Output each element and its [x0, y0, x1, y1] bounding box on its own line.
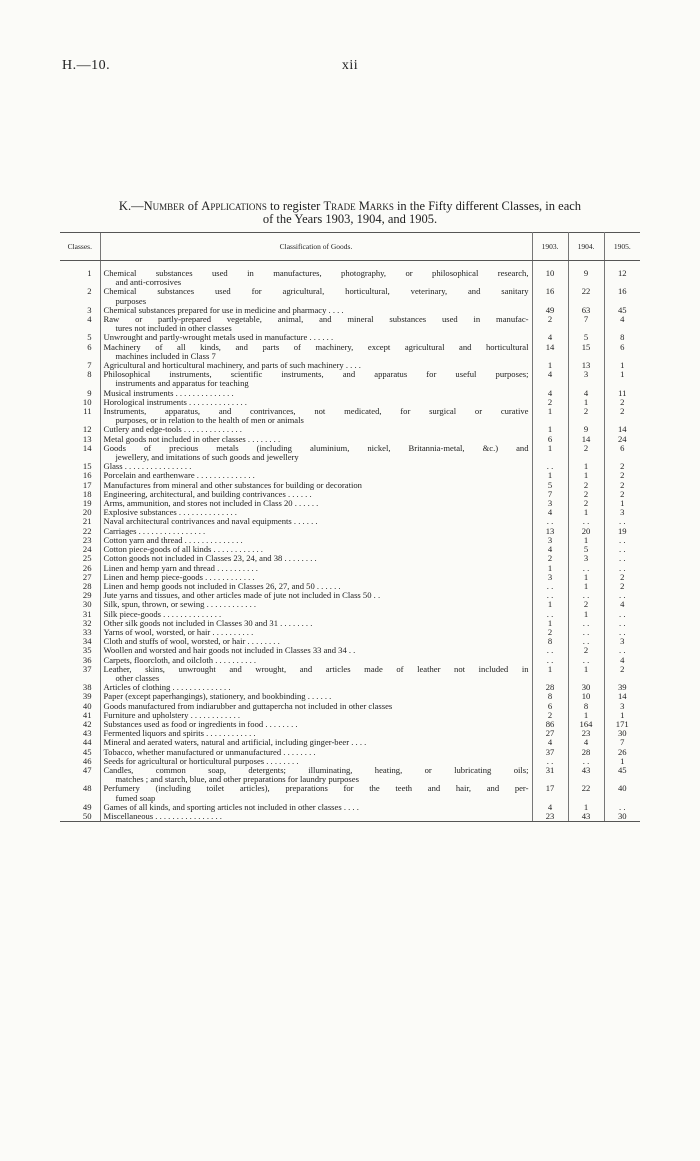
count-1903: 4: [532, 738, 568, 747]
count-1904: 14: [568, 435, 604, 444]
count-1903: 4: [532, 389, 568, 398]
goods-classification: [100, 343, 532, 361]
count-1905: . .: [619, 534, 626, 545]
class-number: 39: [82, 691, 92, 702]
goods-description: Cotton goods not included in Classes 23, 24, and 38 . . . . . . . .: [103, 553, 317, 564]
count-1903: 2: [532, 628, 568, 637]
count-1905: 45: [617, 304, 627, 315]
count-1904: 3: [568, 370, 604, 388]
goods-classification: [100, 444, 532, 462]
class-number: 32: [82, 617, 92, 628]
goods-description: Leather, skins, unwrought and wrought, and articles made of leather not included in: [103, 663, 529, 674]
table-title-line-2: of the Years 1903, 1904, and 1905.: [262, 212, 438, 226]
count-1904: 164: [568, 720, 604, 729]
goods-description: Perfumery (including toilet articles), preparations for the teeth and hair, and per-: [103, 783, 529, 794]
count-1905: . .: [619, 617, 626, 628]
count-1904: 5: [568, 545, 604, 554]
goods-description-continued: matches ; and starch, blue, and other preparations for laundry purposes: [115, 774, 359, 785]
trade-marks-table: [60, 232, 640, 822]
goods-description: Horological instruments . . . . . . . . . . . . . .: [103, 396, 247, 407]
count-1905: 3: [620, 507, 625, 518]
count-1903: 5: [532, 481, 568, 490]
count-1905: 2: [620, 470, 625, 481]
goods-description: Explosive substances . . . . . . . . . . . . . .: [103, 507, 237, 518]
class-number: 21: [82, 516, 92, 527]
count-1903: . .: [532, 517, 568, 526]
count-1905: . .: [619, 801, 626, 812]
col-header-1905: 1905.: [604, 233, 640, 261]
count-1905: . .: [619, 590, 626, 601]
goods-description: Cotton yarn and thread . . . . . . . . . . . . . .: [103, 534, 243, 545]
goods-description: Glass . . . . . . . . . . . . . . . .: [103, 461, 192, 472]
count-1905: 1: [620, 369, 625, 380]
count-1904: 23: [568, 729, 604, 738]
count-1903: 2: [532, 711, 568, 720]
goods-description: Porcelain and earthenware . . . . . . . . . . . . . .: [103, 470, 255, 481]
table-row: [60, 444, 640, 462]
goods-classification: [100, 812, 532, 822]
goods-description: Agricultural and horticultural machinery, and parts of such machinery . . . .: [103, 360, 361, 371]
count-1904: 2: [568, 407, 604, 425]
class-number: 49: [82, 801, 92, 812]
count-1903: 86: [532, 720, 568, 729]
goods-description: Cotton piece-goods of all kinds . . . . . . . . . . . .: [103, 544, 263, 555]
count-1905: 1: [620, 709, 625, 720]
goods-description-continued: and anti-corrosives: [115, 277, 182, 288]
class-number: 15: [82, 461, 92, 472]
goods-description: Silk piece-goods . . . . . . . . . . . . . .: [103, 608, 222, 619]
goods-classification: [100, 287, 532, 305]
goods-description: Arms, ammunition, and stores not included in Class 20 . . . . . .: [103, 498, 319, 509]
class-number: 43: [82, 728, 92, 739]
count-1904: 1: [568, 610, 604, 619]
goods-description: Silk, spun, thrown, or sewing . . . . . . . . . . . .: [103, 599, 257, 610]
count-1905: 11: [618, 387, 627, 398]
count-1903: 1: [532, 407, 568, 425]
count-1904: 1: [568, 803, 604, 812]
count-1903: 4: [532, 803, 568, 812]
count-1905: 12: [617, 268, 627, 278]
count-1904: 1: [568, 508, 604, 517]
count-1905: . .: [619, 553, 626, 564]
goods-description-continued: purposes: [115, 295, 147, 306]
goods-description: Cloth and stuffs of wool, worsted, or hair . . . . . . . .: [103, 636, 280, 647]
count-1903: 37: [532, 748, 568, 757]
class-number: 40: [82, 700, 92, 711]
class-number: 37: [82, 663, 92, 674]
class-number: 18: [82, 488, 92, 499]
class-number: 36: [82, 654, 92, 665]
page-header-reference: H.—10.: [62, 58, 111, 73]
goods-description: Unwrought and partly-wrought metals used in manufacture . . . . . .: [103, 332, 334, 343]
count-1904: 2: [568, 490, 604, 499]
count-1904: 1: [568, 711, 604, 720]
count-1903: . .: [532, 462, 568, 471]
count-1904: 1: [568, 536, 604, 545]
goods-description: Goods manufactured from indiarubber and guttapercha not included in other classes: [103, 700, 393, 711]
count-1905: 4: [620, 314, 625, 325]
goods-description: Fermented liquors and spirits . . . . . . . . . . . .: [103, 728, 256, 739]
count-1905: 16: [617, 286, 627, 297]
count-1903: 4: [532, 508, 568, 517]
goods-description: Furniture and upholstery . . . . . . . . . . . .: [103, 709, 241, 720]
count-1904: 7: [568, 315, 604, 333]
count-1905: 45: [617, 764, 627, 775]
class-number: 11: [83, 406, 92, 417]
count-1903: 1: [532, 619, 568, 628]
goods-description: Carriages . . . . . . . . . . . . . . . .: [103, 525, 206, 536]
goods-description: Paper (except paperhangings), stationery, and bookbinding . . . . . .: [103, 691, 332, 702]
count-1903: 4: [532, 370, 568, 388]
count-1903: 4: [532, 545, 568, 554]
goods-classification: [100, 766, 532, 784]
goods-description-continued: tures not included in other classes: [115, 323, 232, 334]
count-1903: 3: [532, 573, 568, 582]
count-1903: . .: [532, 591, 568, 600]
goods-description-continued: other classes: [115, 672, 160, 683]
goods-description: Engineering, architectural, and building contrivances . . . . . .: [103, 488, 312, 499]
table-row: [60, 370, 640, 388]
count-1903: 49: [532, 306, 568, 315]
count-1903: 23: [532, 812, 568, 822]
count-1905: 39: [617, 682, 627, 693]
goods-description: Musical instruments . . . . . . . . . . . . . .: [103, 387, 234, 398]
goods-classification: [100, 370, 532, 388]
goods-description-continued: instruments and apparatus for teaching: [115, 378, 249, 389]
count-1905: 2: [620, 663, 625, 674]
count-1903: 10: [532, 269, 568, 287]
col-header-1903: 1903.: [532, 233, 568, 261]
count-1904: 1: [568, 665, 604, 683]
goods-description: Substances used as food or ingredients in food . . . . . . . .: [103, 718, 298, 729]
count-1903: 16: [532, 287, 568, 305]
count-1905: 1: [620, 360, 625, 371]
table-row: [60, 665, 640, 683]
count-1903: 1: [532, 425, 568, 434]
count-1903: 2: [532, 315, 568, 333]
count-1904: 4: [568, 389, 604, 398]
count-1903: 1: [532, 665, 568, 683]
table-row: [60, 269, 640, 287]
count-1903: 28: [532, 683, 568, 692]
class-number: 50: [60, 812, 100, 822]
goods-description: Linen and hemp goods not included in Classes 26, 27, and 50 . . . . . .: [103, 580, 341, 591]
count-1904: . .: [568, 619, 604, 628]
count-1904: . .: [568, 637, 604, 646]
class-number: 1: [87, 268, 92, 278]
goods-description: Metal goods not included in other classes . . . . . . . .: [103, 433, 281, 444]
class-number: 16: [82, 470, 92, 481]
goods-classification: [100, 315, 532, 333]
count-1904: 1: [568, 573, 604, 582]
table-row: [60, 812, 640, 822]
count-1905: 6: [620, 442, 625, 453]
count-1905: 2: [620, 580, 625, 591]
count-1903: 27: [532, 729, 568, 738]
count-1904: 28: [568, 748, 604, 757]
goods-description: Tobacco, whether manufactured or unmanufactured . . . . . . . .: [103, 746, 316, 757]
goods-description: Yarns of wool, worsted, or hair . . . . . . . . . .: [103, 626, 254, 637]
count-1905: 4: [620, 654, 625, 665]
count-1905: . .: [619, 645, 626, 656]
count-1904: 1: [568, 582, 604, 591]
count-1905: 3: [620, 700, 625, 711]
goods-classification: [100, 665, 532, 683]
goods-description: Cutlery and edge-tools . . . . . . . . . . . . . .: [103, 424, 242, 435]
count-1904: 1: [568, 462, 604, 471]
goods-description: Candles, common soap, detergents; illuminating, heating, or lubricating oils;: [103, 764, 529, 775]
class-number: 33: [82, 626, 92, 637]
count-1903: . .: [532, 646, 568, 655]
count-1903: 1: [532, 600, 568, 609]
count-1904: 5: [568, 333, 604, 342]
goods-description: Other silk goods not included in Classes 30 and 31 . . . . . . . .: [103, 617, 313, 628]
goods-description: Goods of precious metals (including aluminium, nickel, Britannia-metal, &c.) and: [103, 442, 529, 453]
count-1903: 1: [532, 444, 568, 462]
goods-description: Raw or partly-prepared vegetable, animal, and mineral substances used in manufac-: [103, 314, 529, 325]
count-1904: 2: [568, 499, 604, 508]
count-1903: . .: [532, 582, 568, 591]
class-number: 44: [82, 737, 92, 748]
class-number: 41: [82, 709, 92, 720]
goods-description: Manufactures from mineral and other substances for building or decoration: [103, 479, 362, 490]
count-1905: 30: [617, 728, 627, 739]
count-1905: 19: [617, 525, 627, 536]
class-number: 28: [82, 580, 92, 591]
count-1903: . .: [532, 656, 568, 665]
count-1905: 2: [620, 461, 625, 472]
count-1905: 14: [617, 424, 627, 435]
goods-description-continued: purposes, or in relation to the health of men or animals: [115, 415, 304, 426]
count-1904: 2: [568, 481, 604, 490]
class-number: 24: [82, 544, 92, 555]
count-1905: 26: [617, 746, 627, 757]
count-1904: 8: [568, 702, 604, 711]
count-1905: 8: [620, 332, 625, 343]
count-1903: 1: [532, 564, 568, 573]
col-header-classification: Classification of Goods.: [100, 233, 532, 261]
goods-description: Philosophical instruments, scientific instruments, and apparatus for useful purposes;: [103, 369, 529, 380]
count-1903: 8: [532, 637, 568, 646]
count-1904: . .: [568, 656, 604, 665]
count-1904: 10: [568, 692, 604, 701]
goods-description: Articles of clothing . . . . . . . . . . . . . .: [103, 682, 231, 693]
table-title: [55, 200, 645, 226]
goods-description: Linen and hemp yarn and thread . . . . . . . . . .: [103, 562, 258, 573]
count-1903: . .: [532, 610, 568, 619]
class-number: 10: [82, 396, 92, 407]
count-1903: 3: [532, 536, 568, 545]
count-1904: 1: [568, 471, 604, 480]
goods-classification: [100, 784, 532, 802]
goods-description: Chemical substances used in manufactures, photography, or philosophical research,: [103, 268, 529, 278]
count-1904: 9: [568, 425, 604, 434]
count-1904: 9: [568, 269, 604, 287]
count-1904: 13: [568, 361, 604, 370]
count-1905: 30: [604, 812, 640, 822]
count-1905: . .: [619, 544, 626, 555]
count-1904: . .: [568, 757, 604, 766]
goods-description: Instruments, apparatus, and contrivances, not medicated, for surgical or curative: [103, 406, 529, 417]
class-number: 42: [82, 718, 92, 729]
count-1905: 4: [620, 599, 625, 610]
count-1904: 4: [568, 738, 604, 747]
count-1904: 2: [568, 646, 604, 655]
count-1904: 3: [568, 554, 604, 563]
count-1904: . .: [568, 517, 604, 526]
count-1905: . .: [619, 516, 626, 527]
count-1904: 2: [568, 444, 604, 462]
table-row: [60, 343, 640, 361]
count-1904: 20: [568, 527, 604, 536]
count-1905: 3: [620, 636, 625, 647]
goods-classification: [100, 269, 532, 287]
count-1903: . .: [532, 757, 568, 766]
count-1905: 2: [620, 479, 625, 490]
count-1905: 2: [620, 571, 625, 582]
col-header-classes: Classes.: [60, 233, 100, 261]
table-row: [60, 766, 640, 784]
table-row: [60, 784, 640, 802]
count-1903: 2: [532, 554, 568, 563]
class-number: 4: [87, 314, 92, 325]
goods-description-continued: machines included in Class 7: [115, 350, 216, 361]
goods-description-continued: fumed soap: [115, 792, 156, 803]
count-1905: 2: [620, 488, 625, 499]
count-1905: 2: [620, 396, 625, 407]
goods-description: Chemical substances prepared for use in medicine and pharmacy . . . .: [103, 304, 344, 315]
class-number: 48: [82, 783, 92, 794]
count-1903: 31: [532, 766, 568, 784]
table-row: [60, 287, 640, 305]
goods-classification: [100, 407, 532, 425]
class-number: 2: [87, 286, 92, 297]
col-header-1904: 1904.: [568, 233, 604, 261]
count-1903: 17: [532, 784, 568, 802]
count-1905: 171: [615, 718, 629, 729]
goods-description: Mineral and aerated waters, natural and artificial, including ginger-beer . . . .: [103, 737, 367, 748]
class-number: 9: [87, 387, 92, 398]
page-number: xii: [341, 58, 359, 73]
count-1905: 1: [620, 755, 625, 766]
class-number: 12: [82, 424, 92, 435]
count-1904: 63: [568, 306, 604, 315]
class-number: 29: [82, 590, 92, 601]
count-1905: 1: [620, 498, 625, 509]
class-number: 46: [82, 755, 92, 766]
goods-description: Linen and hemp piece-goods . . . . . . . . . . . .: [103, 571, 255, 582]
class-number: 25: [82, 553, 92, 564]
class-number: 23: [82, 534, 92, 545]
goods-description: Woollen and worsted and hair goods not included in Classes 33 and 34 . .: [103, 645, 356, 656]
count-1904: 22: [568, 784, 604, 802]
goods-description: Chemical substances used for agricultural, horticultural, veterinary, and sanitary: [103, 286, 529, 297]
class-number: 27: [82, 571, 92, 582]
count-1905: . .: [619, 626, 626, 637]
goods-description: Naval architectural contrivances and naval equipments . . . . . .: [103, 516, 318, 527]
count-1905: . .: [619, 608, 626, 619]
class-number: 34: [82, 636, 92, 647]
count-1905: 24: [617, 433, 627, 444]
count-1905: 6: [620, 341, 625, 352]
count-1903: 14: [532, 343, 568, 361]
goods-description: Carpets, floorcloth, and oilcloth . . . . . . . . . .: [103, 654, 257, 665]
class-number: 19: [82, 498, 92, 509]
count-1904: 43: [568, 766, 604, 784]
goods-description: Jute yarns and tissues, and other articles made of jute not included in Class 50 . .: [103, 590, 381, 601]
class-number: 35: [82, 645, 92, 656]
goods-description-continued: jewellery, and imitations of such goods and jewellery: [115, 452, 299, 463]
count-1903: 2: [532, 398, 568, 407]
table-row: [60, 315, 640, 333]
class-number: 14: [82, 442, 92, 453]
class-number: 7: [87, 360, 92, 371]
table-header-row: [60, 233, 640, 261]
count-1905: 14: [617, 691, 627, 702]
table-body: [60, 261, 640, 822]
table-row: [60, 407, 640, 425]
count-1905: . .: [619, 562, 626, 573]
count-1903: 7: [532, 490, 568, 499]
count-1904: . .: [568, 628, 604, 637]
goods-description: Games of all kinds, and sporting articles not included in other classes . . . .: [103, 801, 359, 812]
count-1904: 22: [568, 287, 604, 305]
count-1904: 2: [568, 600, 604, 609]
table-title-line-1: K.—Number of Applications to register Trade Marks in the Fifty different Classes, in each: [118, 199, 582, 213]
class-number: 17: [82, 479, 92, 490]
class-number: 31: [82, 608, 92, 619]
class-number: 30: [82, 599, 92, 610]
count-1905: 7: [620, 737, 625, 748]
class-number: 8: [87, 369, 92, 380]
count-1903: 3: [532, 499, 568, 508]
class-number: 45: [82, 746, 92, 757]
class-number: 22: [82, 525, 92, 536]
count-1905: 40: [617, 783, 627, 794]
class-number: 38: [82, 682, 92, 693]
count-1904: . .: [568, 564, 604, 573]
count-1903: 1: [532, 471, 568, 480]
class-number: 5: [87, 332, 92, 343]
trade-marks-table-wrap: [60, 232, 640, 822]
count-1903: 6: [532, 435, 568, 444]
class-number: 20: [82, 507, 92, 518]
goods-description: Seeds for agricultural or horticultural purposes . . . . . . . .: [103, 755, 299, 766]
count-1905: 2: [620, 406, 625, 417]
count-1903: 13: [532, 527, 568, 536]
class-number: 26: [82, 562, 92, 573]
class-number: 6: [87, 341, 92, 352]
count-1903: 4: [532, 333, 568, 342]
count-1904: . .: [568, 591, 604, 600]
count-1903: 1: [532, 361, 568, 370]
count-1903: 8: [532, 692, 568, 701]
count-1903: 6: [532, 702, 568, 711]
class-number: 3: [87, 304, 92, 315]
class-number: 47: [82, 764, 92, 775]
count-1904: 43: [568, 812, 604, 822]
count-1904: 15: [568, 343, 604, 361]
class-number: 13: [82, 433, 92, 444]
goods-description: Machinery of all kinds, and parts of machinery, except agricultural and horticultural: [103, 341, 529, 352]
count-1904: 30: [568, 683, 604, 692]
count-1904: 1: [568, 398, 604, 407]
goods-description: Miscellaneous . . . . . . . . . . . . . . . .: [103, 810, 222, 821]
